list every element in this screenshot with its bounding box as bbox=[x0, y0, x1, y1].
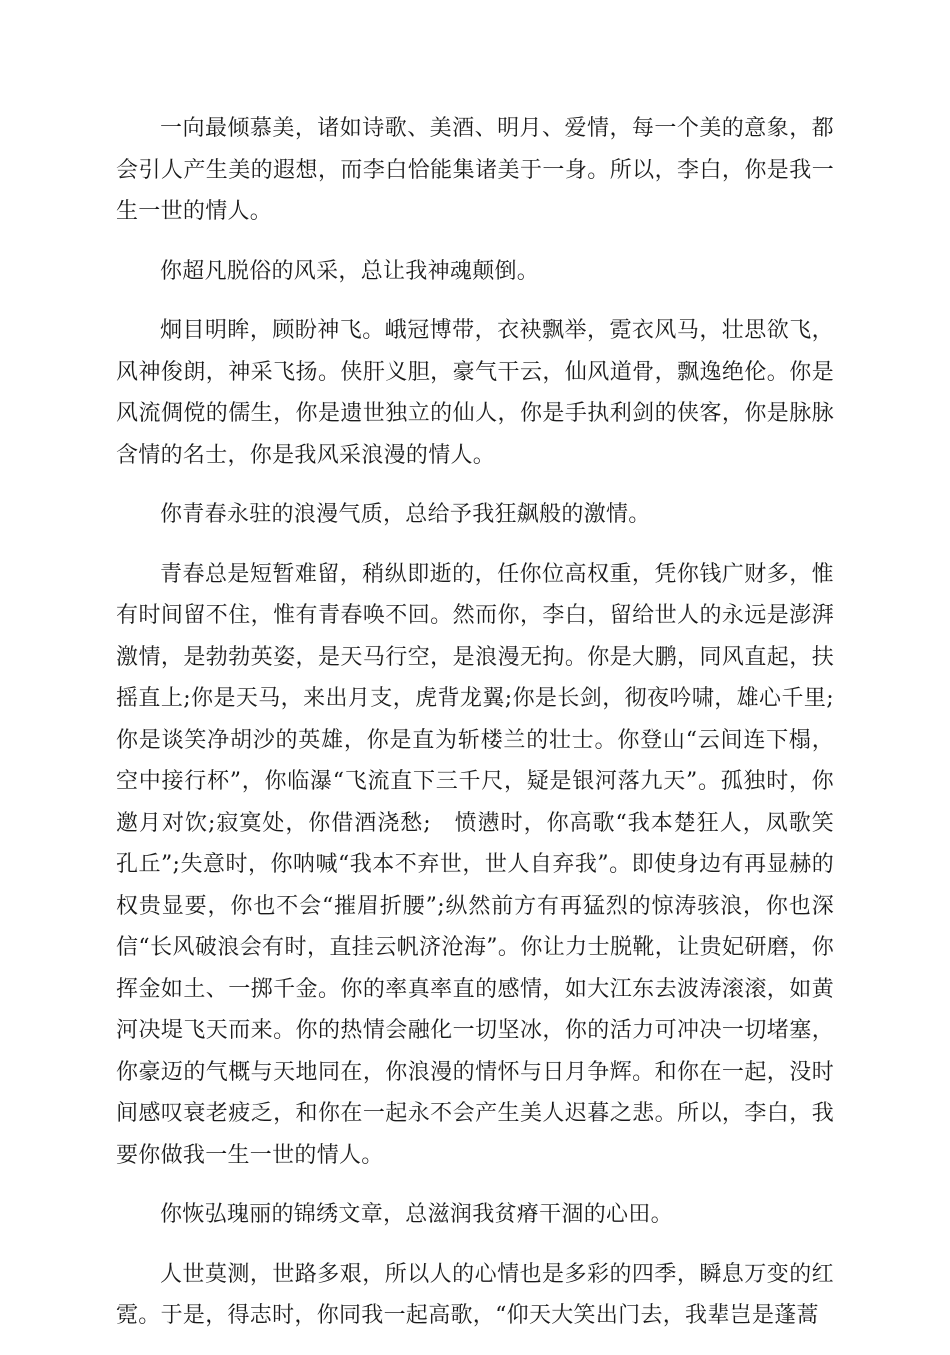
paragraph-7: 人世莫测，世路多艰，所以人的心情也是多彩的四季，瞬息万变的红霓。于是，得志时，你同我一起高歌，“仰天大笑出门去，我辈岂是蓬蒿 bbox=[116, 1261, 834, 1328]
paragraph-5: 青春总是短暂难留，稍纵即逝的，任你位高权重，凭你钱广财多，惟有时间留不住，惟有青春唤不回。然而你，李白，留给世人的永远是澎湃激情，是勃勃英姿，是天马行空，是浪漫无拘。你是大鹏，同风直起，扶摇直上;你是天马，来出月支，虎背龙翼;你是长剑，彻夜吟啸，雄心千里;你是谈笑净胡沙的英雄，你是直为斩楼兰的壮士。你登山“云间连下榻，空中接行杯”，你临瀑“飞流直下三千尺，疑是银河落九天”。孤独时，你邀月对饮;寂寞处，你借酒浇愁; 愤懑时，你高歌“我本楚狂人，凤歌笑孔丘”;失意时，你呐喊“我本不弃世，世人自弃我”。即使身边有再显赫的权贵显要，你也不会“摧眉折腰”;纵然前方有再猛烈的惊涛骇浪，你也深信“长风破浪会有时，直挂云帆济沧海”。你让力士脱靴，让贵妃研磨，你挥金如土、一掷千金。你的率真率直的感情，如大江东去波涛滚滚，如黄河决堤飞天而来。你的热情会融化一切坚冰，你的活力可冲决一切堵塞，你豪迈的气概与天地同在，你浪漫的情怀与日月争辉。和你在一起，没时间感叹衰老疲乏，和你在一起永不会产生美人迟暮之悲。所以，李白，我要你做我一生一世的情人。 bbox=[116, 561, 834, 1168]
paragraph-2: 你超凡脱俗的风采，总让我神魂颠倒。 bbox=[160, 258, 540, 284]
paragraph-3: 炯目明眸，顾盼神飞。峨冠博带，衣袂飘举，霓衣风马，壮思欲飞，风神俊朗，神采飞扬。侠肝义胆，豪气干云，仙风道骨，飘逸绝伦。你是风流倜傥的儒生，你是遗世独立的仙人，你是手执利剑的侠客，你是脉脉含情的名士，你是我风采浪漫的情人。 bbox=[116, 318, 834, 468]
paragraph-6: 你恢弘瑰丽的锦绣文章，总滋润我贫瘠干涸的心田。 bbox=[160, 1202, 673, 1227]
document-page bbox=[116, 108, 834, 1355]
paragraph-1: 一向最倾慕美，诸如诗歌、美酒、明月、爱情，每一个美的意象，都会引人产生美的遐想，而李白恰能集诸美于一身。所以，李白，你是我一生一世的情人。 bbox=[116, 116, 834, 224]
paragraph-4: 你青春永驻的浪漫气质，总给予我狂飙般的激情。 bbox=[160, 502, 651, 527]
